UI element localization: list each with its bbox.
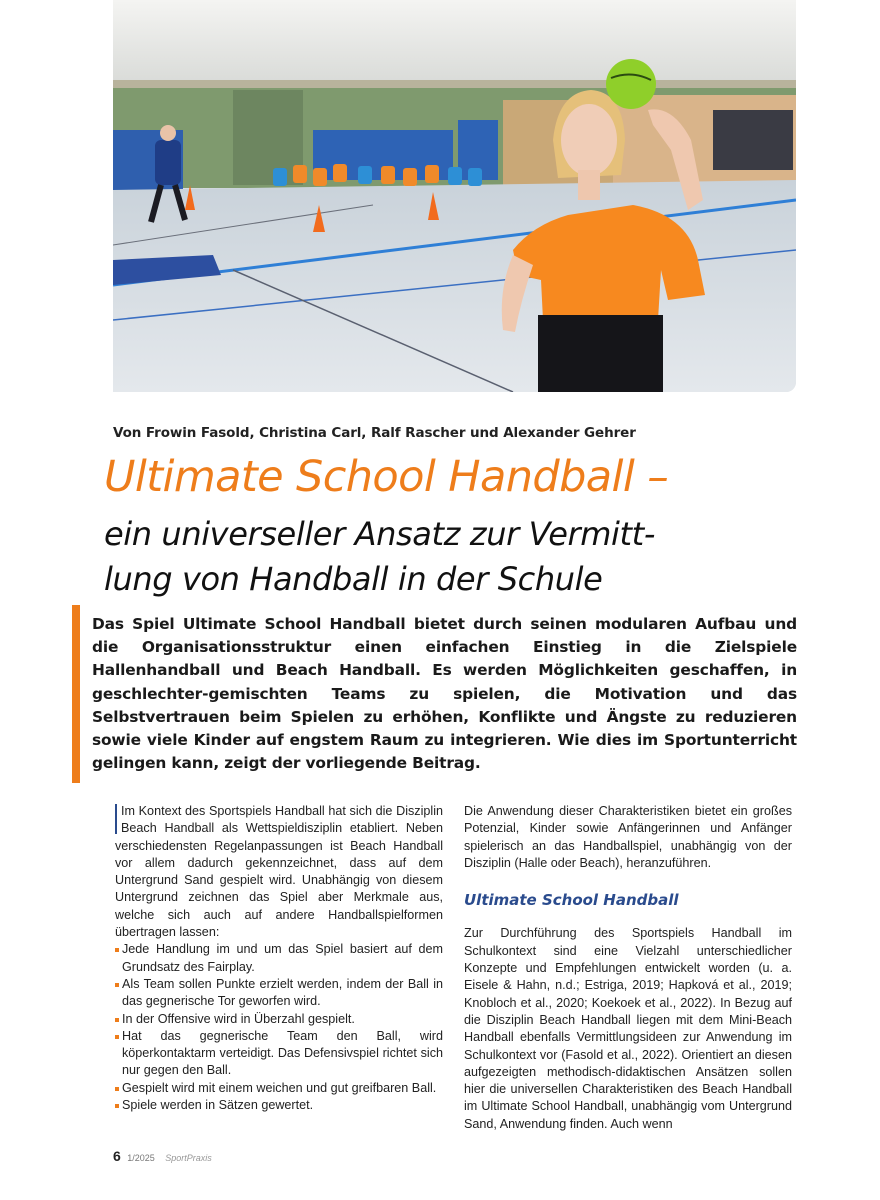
characteristics-list	[115, 941, 443, 1114]
body-column-right	[464, 803, 792, 1133]
dropcap-marker	[115, 804, 117, 834]
page-footer	[113, 1148, 212, 1166]
paragraph: Zur Durchführung des Sportspiels Handball im Schulkontext sind eine Vielzahl unterschiedlicher Konzepte und Empfehlungen entwickelt worden (u. a. Eisele & Hahn, n.d.; Estriga, 2019; Hapková et al., 2019; Knobloch et al., 2020; Koekoek et al., 2022). In Bezug auf die Disziplin Beach Handball liegen mit dem Mini-Beach Handball ebenfalls Vermittlungsideen zur Anwendung im Schulkontext vor (Fasold et al., 2022). Orientiert an diesen aufgezeigten methodisch-didaktischen Ansätzen sollen hier die universellen Charakteristiken des Beach Handball im Ultimate School Handball, unabhängig vom Untergrund Sand, Anwendung finden. Auch wenn	[464, 926, 792, 1131]
magazine-name: SportPraxis	[165, 1153, 212, 1163]
list-item: Als Team sollen Punkte erzielt werden, indem der Ball in das gegnerische Tor geworfen wird.	[115, 976, 443, 1011]
section-heading: Ultimate School Handball	[464, 891, 679, 910]
hero-photo	[113, 0, 796, 392]
issue-number: 1/2025	[127, 1153, 155, 1163]
list-item: In der Offensive wird in Überzahl gespielt.	[115, 1011, 443, 1028]
paragraph: Die Anwendung dieser Charakteristiken bietet ein großes Potenzial, Kinder sowie Anfängerinnen und Anfänger spielerisch an das Handballspiel, unabhängig von der Disziplin (Halle oder Beach), heranzuführen.	[464, 804, 792, 870]
subtitle-line-2: lung von Handball in der Schule	[104, 560, 603, 598]
lead-accent-bar	[72, 605, 80, 783]
photo-handball-girl-throwing	[113, 0, 796, 392]
list-item: Gespielt wird mit einem weichen und gut greifbaren Ball.	[115, 1080, 443, 1097]
article-subtitle	[104, 512, 804, 602]
list-item: Hat das gegnerische Team den Ball, wird köperkontaktarm verteidigt. Das Defensivspiel richtet sich nur gegen den Ball.	[115, 1028, 443, 1080]
list-item: Jede Handlung im und um das Spiel basiert auf dem Grundsatz des Fairplay.	[115, 941, 443, 976]
intro-text: Im Kontext des Sportspiels Handball hat sich die Disziplin Beach Handball als Wettspieldisziplin etabliert. Neben verschiedensten Regelanpassungen ist Beach Handball vor allem dadurch gekennzeichnet, dass auf dem Untergrund Sand gespielt wird. Unabhängig von diesem Untergrund zeichnen das Spiel aber Merkmale aus, welche sich auch auf andere Handballspielformen übertragen lassen:	[115, 804, 443, 940]
subtitle-line-1: ein universeller Ansatz zur Vermitt-	[104, 515, 655, 553]
body-column-left	[115, 803, 443, 1114]
author-line: Von Frowin Fasold, Christina Carl, Ralf Rascher und Alexander Gehrer	[113, 425, 636, 441]
article-title: Ultimate School Handball –	[104, 452, 669, 502]
lead-paragraph: Das Spiel Ultimate School Handball bietet durch seinen modularen Aufbau und die Organisationsstruktur einen einfachen Einstieg in die Zielspiele Hallenhandball und Beach Handball. Es werden Möglichkeiten geschaffen, in geschlechter-gemischten Teams zu spielen, die Motivation und das Selbstvertrauen beim Spielen zu erhöhen, Konflikte und Ängste zu reduzieren sowie viele Kinder auf engstem Raum zu integrieren. Wie dies im Sportunterricht gelingen kann, zeigt der vorliegende Beitrag.	[92, 615, 797, 773]
list-item: Spiele werden in Sätzen gewertet.	[115, 1097, 443, 1114]
intro-paragraph	[115, 803, 443, 941]
page-number: 6	[113, 1148, 121, 1164]
